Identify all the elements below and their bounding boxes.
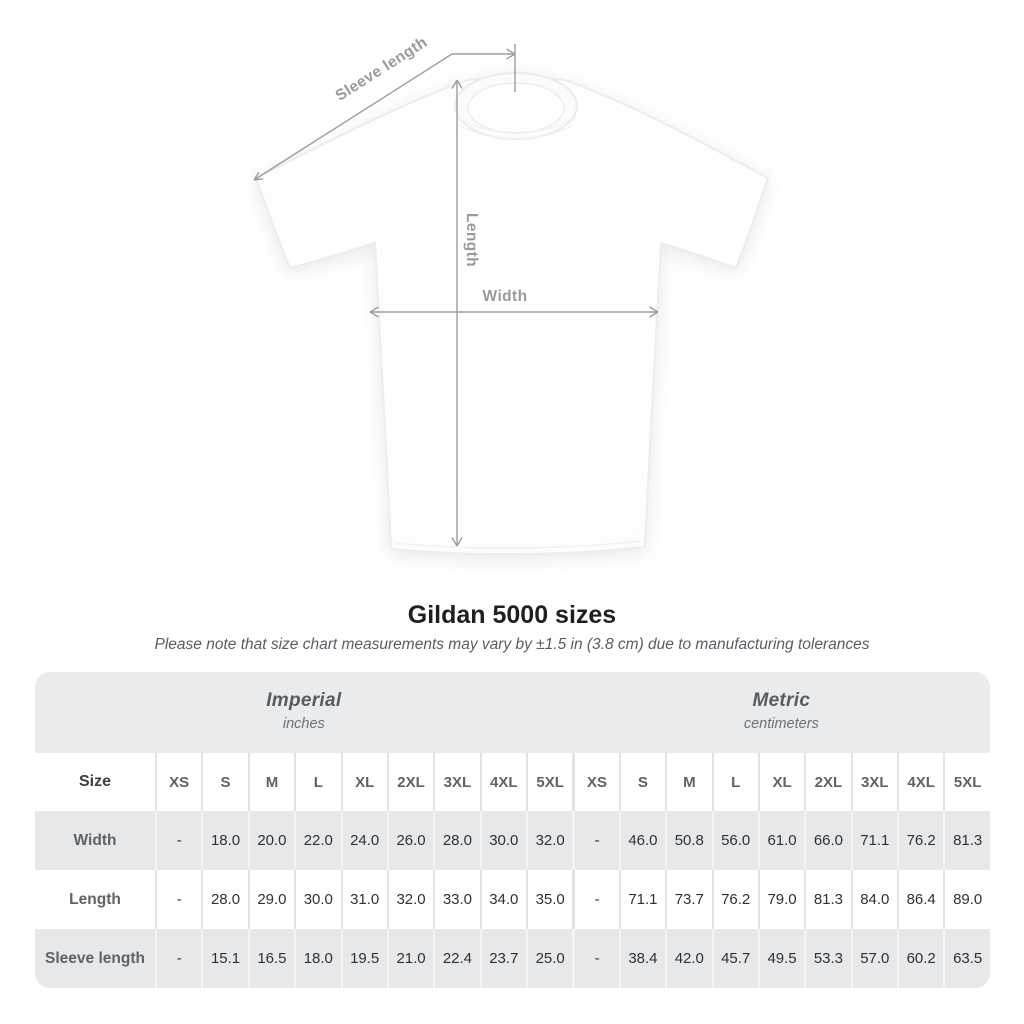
size-header-imperial-5xl: 5XL xyxy=(526,753,572,811)
size-header-imperial-3xl: 3XL xyxy=(433,753,479,811)
tshirt-illustration xyxy=(256,73,768,554)
measurement-row-sleeve-length xyxy=(35,929,990,988)
value-cell-metric-4xl: 76.2 xyxy=(897,811,943,870)
value-cell-imperial-s: 18.0 xyxy=(201,811,247,870)
size-header-metric-5xl: 5XL xyxy=(943,753,990,811)
value-cell-imperial-5xl: 32.0 xyxy=(526,811,572,870)
value-cell-imperial-m: 20.0 xyxy=(248,811,294,870)
value-cell-metric-5xl: 63.5 xyxy=(943,929,990,988)
value-cell-imperial-xs: - xyxy=(155,929,201,988)
value-cell-imperial-xl: 19.5 xyxy=(341,929,387,988)
metric-label: Metric xyxy=(752,689,811,711)
value-cell-imperial-m: 29.0 xyxy=(248,870,294,929)
row-label: Width xyxy=(35,811,155,870)
size-header-metric-m: M xyxy=(665,753,711,811)
value-cell-metric-m: 42.0 xyxy=(665,929,711,988)
value-cell-metric-s: 71.1 xyxy=(619,870,665,929)
length-label: Length xyxy=(463,212,480,268)
value-cell-imperial-xs: - xyxy=(155,811,201,870)
size-header-metric-3xl: 3XL xyxy=(851,753,897,811)
value-cell-imperial-2xl: 26.0 xyxy=(387,811,433,870)
value-cell-metric-m: 73.7 xyxy=(665,870,711,929)
measurement-row-width xyxy=(35,811,990,870)
unit-header-band xyxy=(35,672,990,753)
value-cell-imperial-3xl: 33.0 xyxy=(433,870,479,929)
size-header-metric-2xl: 2XL xyxy=(804,753,850,811)
size-header-metric-xs: XS xyxy=(572,753,618,811)
sleeve-length-label: Sleeve length xyxy=(332,33,431,105)
size-header-imperial-4xl: 4XL xyxy=(480,753,526,811)
value-cell-imperial-3xl: 28.0 xyxy=(433,811,479,870)
page-title: Gildan 5000 sizes xyxy=(407,601,617,629)
size-table xyxy=(35,753,990,988)
imperial-unit-header xyxy=(35,672,573,753)
imperial-label: Imperial xyxy=(266,689,342,711)
size-header-imperial-2xl: 2XL xyxy=(387,753,433,811)
value-cell-imperial-2xl: 21.0 xyxy=(387,929,433,988)
value-cell-imperial-l: 22.0 xyxy=(294,811,340,870)
size-header-imperial-l: L xyxy=(294,753,340,811)
value-cell-imperial-5xl: 25.0 xyxy=(526,929,572,988)
value-cell-imperial-m: 16.5 xyxy=(248,929,294,988)
metric-sublabel: centimeters xyxy=(743,715,819,732)
value-cell-imperial-s: 15.1 xyxy=(201,929,247,988)
value-cell-metric-2xl: 81.3 xyxy=(804,870,850,929)
value-cell-metric-xl: 49.5 xyxy=(758,929,804,988)
value-cell-metric-xs: - xyxy=(572,929,618,988)
value-cell-metric-xs: - xyxy=(572,811,618,870)
collar-inner xyxy=(468,83,564,133)
size-header-imperial-m: M xyxy=(248,753,294,811)
size-header-imperial-xl: XL xyxy=(341,753,387,811)
value-cell-metric-l: 56.0 xyxy=(712,811,758,870)
value-cell-metric-2xl: 66.0 xyxy=(804,811,850,870)
row-label: Length xyxy=(35,870,155,929)
size-header-metric-4xl: 4XL xyxy=(897,753,943,811)
value-cell-metric-4xl: 86.4 xyxy=(897,870,943,929)
value-cell-imperial-4xl: 23.7 xyxy=(480,929,526,988)
value-cell-metric-xs: - xyxy=(572,870,618,929)
value-cell-imperial-s: 28.0 xyxy=(201,870,247,929)
measurement-row-length xyxy=(35,870,990,929)
value-cell-imperial-xl: 24.0 xyxy=(341,811,387,870)
size-header-metric-l: L xyxy=(712,753,758,811)
value-cell-metric-s: 38.4 xyxy=(619,929,665,988)
value-cell-imperial-2xl: 32.0 xyxy=(387,870,433,929)
value-cell-imperial-l: 18.0 xyxy=(294,929,340,988)
row-label: Sleeve length xyxy=(35,929,155,988)
size-header-row xyxy=(35,753,990,811)
size-column-header: Size xyxy=(35,753,155,811)
value-cell-metric-4xl: 60.2 xyxy=(897,929,943,988)
value-cell-imperial-5xl: 35.0 xyxy=(526,870,572,929)
value-cell-metric-3xl: 84.0 xyxy=(851,870,897,929)
value-cell-metric-5xl: 81.3 xyxy=(943,811,990,870)
tshirt-body xyxy=(256,77,768,555)
title-block xyxy=(0,601,1024,654)
value-cell-imperial-4xl: 30.0 xyxy=(480,811,526,870)
value-cell-imperial-3xl: 22.4 xyxy=(433,929,479,988)
value-cell-metric-s: 46.0 xyxy=(619,811,665,870)
value-cell-metric-m: 50.8 xyxy=(665,811,711,870)
value-cell-metric-2xl: 53.3 xyxy=(804,929,850,988)
value-cell-metric-l: 76.2 xyxy=(712,870,758,929)
value-cell-metric-3xl: 57.0 xyxy=(851,929,897,988)
value-cell-imperial-xs: - xyxy=(155,870,201,929)
size-chart-card xyxy=(35,672,990,988)
size-header-imperial-xs: XS xyxy=(155,753,201,811)
size-header-imperial-s: S xyxy=(201,753,247,811)
value-cell-metric-3xl: 71.1 xyxy=(851,811,897,870)
width-label: Width xyxy=(482,288,528,305)
value-cell-imperial-l: 30.0 xyxy=(294,870,340,929)
value-cell-imperial-4xl: 34.0 xyxy=(480,870,526,929)
tolerance-note: Please note that size chart measurements may vary by ±1.5 in (3.8 cm) due to manufacturing tolerances xyxy=(154,636,870,653)
value-cell-metric-xl: 79.0 xyxy=(758,870,804,929)
value-cell-metric-5xl: 89.0 xyxy=(943,870,990,929)
size-header-metric-xl: XL xyxy=(758,753,804,811)
imperial-sublabel: inches xyxy=(282,715,325,732)
metric-unit-header xyxy=(573,672,990,753)
size-header-metric-s: S xyxy=(619,753,665,811)
value-cell-imperial-xl: 31.0 xyxy=(341,870,387,929)
value-cell-metric-xl: 61.0 xyxy=(758,811,804,870)
value-cell-metric-l: 45.7 xyxy=(712,929,758,988)
